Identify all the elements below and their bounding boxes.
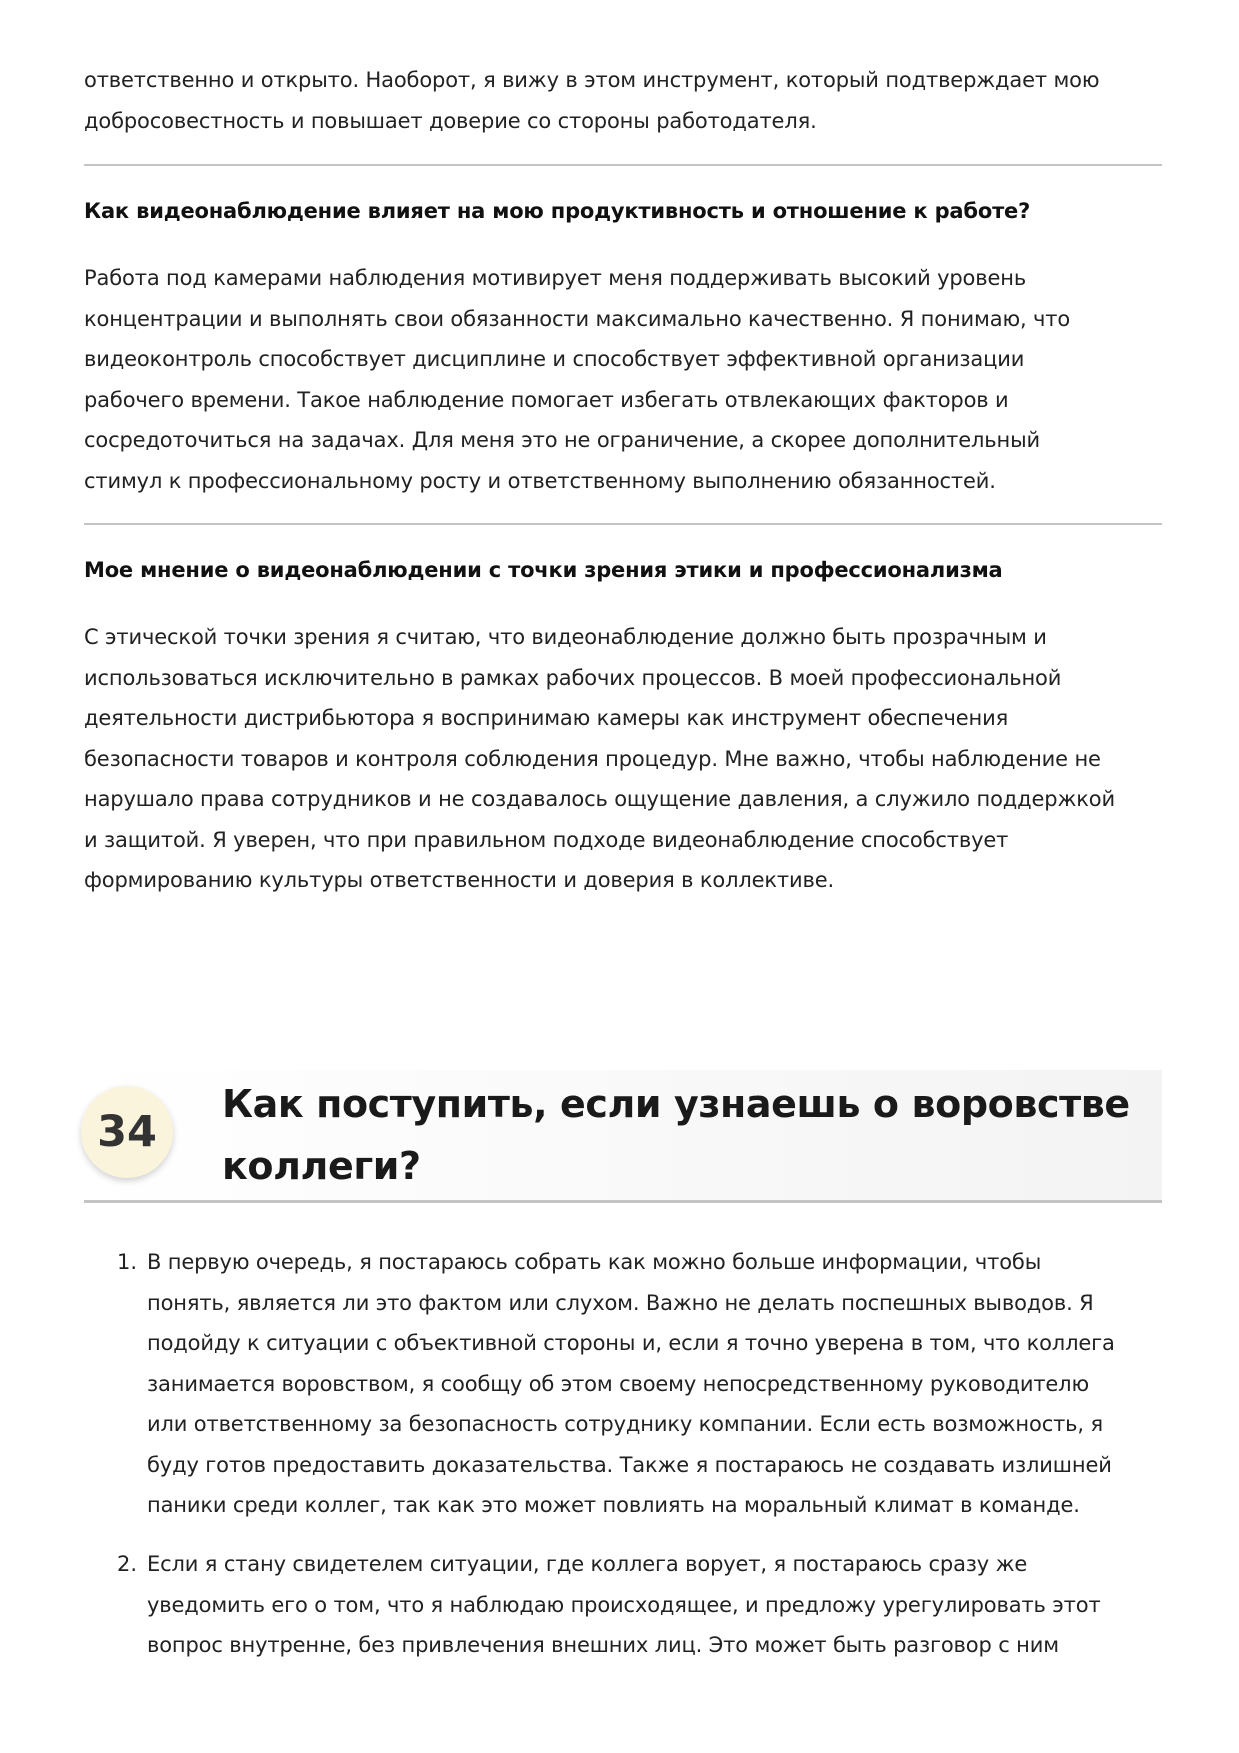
list-item-line: В первую очередь, я постараюсь собрать как можно больше информации, чтобы: [147, 1250, 1042, 1274]
question-title-line: Как поступить, если узнаешь о воровстве: [222, 1082, 1130, 1126]
section-divider: [84, 523, 1162, 525]
paragraph-line: видеоконтроль способствует дисциплине и способствует эффективной организации: [84, 347, 1025, 371]
list-item-line: буду готов предоставить доказательства. Также я постараюсь не создавать излишней: [147, 1452, 1112, 1477]
list-item-number: 2.: [117, 1552, 138, 1576]
section-heading-productivity: Как видеонаблюдение влияет на мою продуктивность и отношение к работе?: [84, 199, 1031, 223]
section-paragraph-productivity: [84, 258, 1164, 501]
paragraph-line: деятельности дистрибьютора я воспринимаю камеры как инструмент обеспечения: [84, 706, 1009, 730]
question-title: [222, 1073, 1130, 1197]
list-item-line: или ответственному за безопасность сотруднику компании. Если есть возможность, я: [147, 1412, 1103, 1436]
list-item-line: вопрос внутренне, без привлечения внешних лиц. Это может быть разговор с ним: [147, 1633, 1059, 1657]
list-item-line: уведомить его о том, что я наблюдаю происходящее, и предложу урегулировать этот: [147, 1592, 1101, 1617]
paragraph-line: С этической точки зрения я считаю, что видеонаблюдение должно быть прозрачным и: [84, 625, 1047, 649]
question-title-line: коллеги?: [222, 1144, 421, 1188]
list-item: [147, 1544, 1167, 1666]
paragraph-line: и защитой. Я уверен, что при правильном подходе видеонаблюдение способствует: [84, 827, 1009, 852]
list-item-number: 1.: [117, 1250, 138, 1274]
section-paragraph-ethics: [84, 617, 1164, 901]
paragraph-line: использоваться исключительно в рамках рабочих процессов. В моей профессиональной: [84, 665, 1062, 690]
paragraph-line: концентрации и выполнять свои обязанности максимально качественно. Я понимаю, что: [84, 306, 1071, 331]
list-item-line: Если я стану свидетелем ситуации, где коллега ворует, я постараюсь сразу же: [147, 1552, 1028, 1576]
list-item: [147, 1242, 1167, 1526]
intro-line: добросовестность и повышает доверие со стороны работодателя.: [84, 108, 817, 133]
section-divider: [84, 164, 1162, 166]
question-header-divider: [84, 1200, 1162, 1203]
paragraph-line: сосредоточиться на задачах. Для меня это не ограничение, а скорее дополнительный: [84, 428, 1041, 452]
list-item-line: подойду к ситуации с объективной стороны и, если я точно уверена в том, что коллега: [147, 1331, 1115, 1355]
intro-paragraph: [84, 60, 1164, 141]
paragraph-line: рабочего времени. Такое наблюдение помогает избегать отвлекающих факторов и: [84, 387, 1009, 412]
paragraph-line: Работа под камерами наблюдения мотивирует меня поддерживать высокий уровень: [84, 266, 1027, 290]
section-heading-ethics: Мое мнение о видеонаблюдении с точки зрения этики и профессионализма: [84, 558, 1003, 582]
paragraph-line: стимул к профессиональному росту и ответственному выполнению обязанностей.: [84, 468, 996, 493]
question-number-badge: 34: [81, 1086, 173, 1178]
intro-line: ответственно и открыто. Наоборот, я вижу в этом инструмент, который подтверждает мою: [84, 68, 1100, 92]
list-item-line: занимается воровством, я сообщу об этом своему непосредственному руководителю: [147, 1371, 1089, 1396]
list-item-line: паники среди коллег, так как это может повлиять на моральный климат в команде.: [147, 1493, 1080, 1517]
paragraph-line: безопасности товаров и контроля соблюдения процедур. Мне важно, чтобы наблюдение не: [84, 746, 1101, 771]
paragraph-line: формированию культуры ответственности и доверия в коллективе.: [84, 868, 835, 892]
paragraph-line: нарушало права сотрудников и не создавалось ощущение давления, а служило поддержкой: [84, 787, 1115, 811]
list-item-line: понять, является ли это фактом или слухом. Важно не делать поспешных выводов. Я: [147, 1290, 1094, 1315]
